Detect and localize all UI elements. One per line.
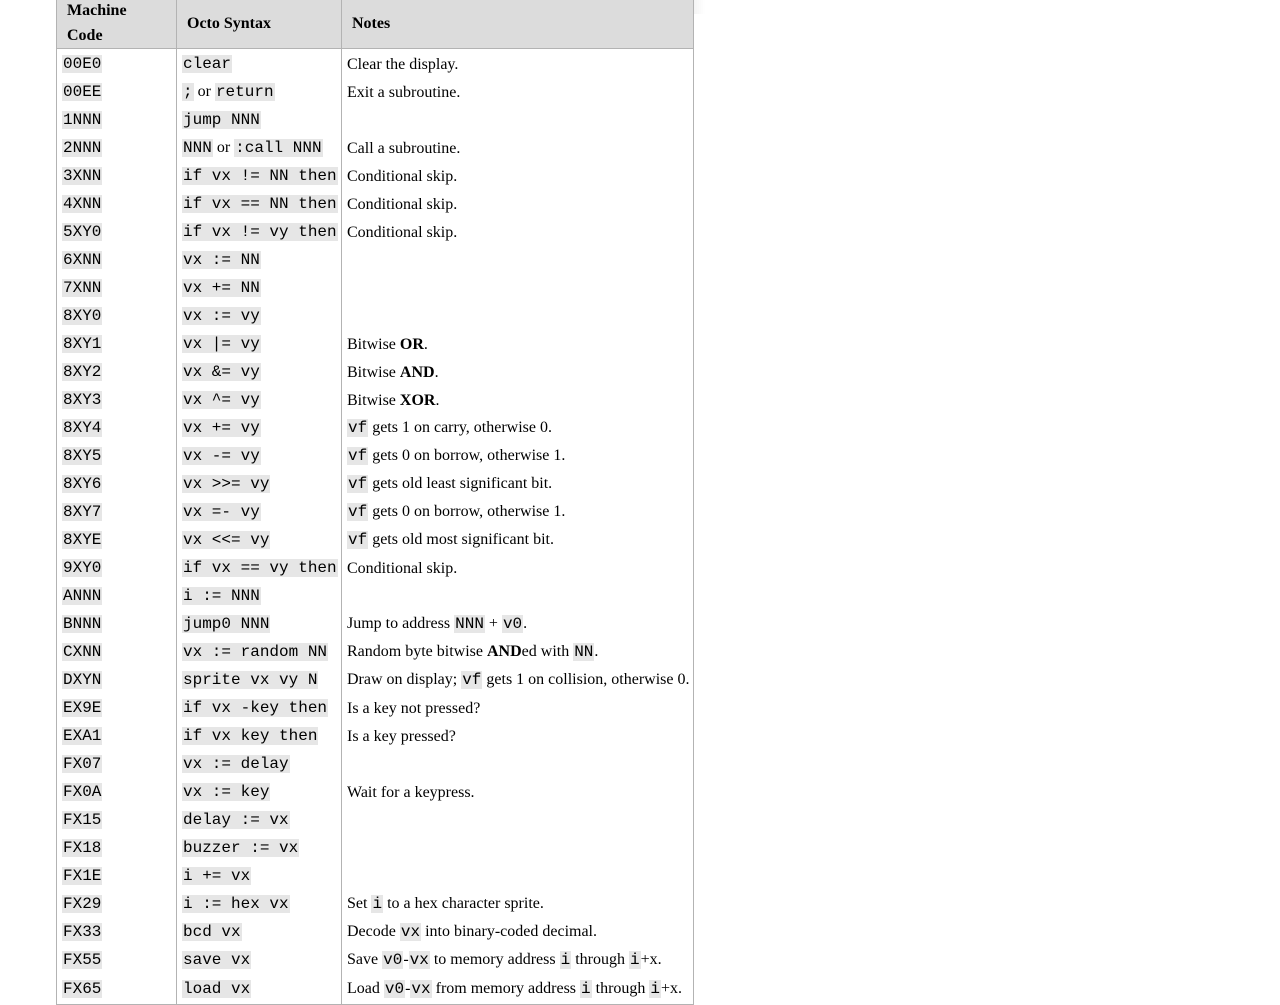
note-text: from memory address	[431, 980, 581, 997]
table-row	[57, 274, 694, 302]
machine-code: FX65	[63, 980, 102, 998]
table-row	[57, 386, 694, 414]
note-code-token: v0	[502, 615, 523, 633]
octo-syntax-cell	[177, 666, 342, 694]
machine-code-cell	[57, 946, 177, 974]
octo-syntax-cell	[177, 722, 342, 750]
note-code-token: vx	[409, 951, 429, 969]
notes-cell	[342, 890, 694, 918]
note-text: gets old most significant bit.	[368, 531, 554, 548]
octo-syntax-cell	[177, 554, 342, 582]
octo-syntax-cell	[177, 582, 342, 610]
machine-code-cell	[57, 918, 177, 946]
note-text: +x.	[640, 951, 662, 968]
table-row	[57, 526, 694, 554]
machine-code: 2NNN	[63, 139, 102, 157]
syntax-code-token: buzzer := vx	[183, 839, 299, 857]
machine-code-cell	[57, 302, 177, 330]
octo-syntax-cell	[177, 918, 342, 946]
note-text: through	[591, 980, 650, 997]
syntax-code-token: load vx	[183, 980, 251, 998]
machine-code: DXYN	[63, 671, 102, 689]
octo-syntax-cell	[177, 106, 342, 134]
notes-cell	[342, 134, 694, 162]
table-row	[57, 862, 694, 890]
octo-syntax-cell	[177, 358, 342, 386]
octo-syntax-cell	[177, 470, 342, 498]
machine-code: 7XNN	[63, 279, 102, 297]
note-text: .	[523, 615, 528, 632]
machine-code: 4XNN	[63, 195, 102, 213]
notes-cell	[342, 554, 694, 582]
note-text: Bitwise	[347, 335, 400, 353]
column-header-octo-syntax: Octo Syntax	[177, 0, 342, 49]
note-text: Decode	[347, 923, 400, 940]
table-row	[57, 414, 694, 442]
machine-code: 5XY0	[63, 223, 102, 241]
note-code-token: vf	[462, 671, 482, 689]
syntax-code-token: return	[215, 83, 274, 101]
notes-cell	[342, 638, 694, 666]
octo-syntax-cell	[177, 302, 342, 330]
octo-syntax-cell	[177, 778, 342, 806]
notes-cell	[342, 162, 694, 190]
syntax-code-token: vx := key	[183, 783, 270, 801]
note-code-token: vf	[348, 419, 368, 437]
octo-syntax-cell	[177, 862, 342, 890]
column-header-machine-code: Machine Code	[57, 0, 177, 49]
machine-code-cell	[57, 526, 177, 554]
machine-code-cell	[57, 750, 177, 778]
note-text: ed with	[521, 643, 574, 660]
syntax-code-token: NNN	[183, 139, 212, 157]
note-code-token: vx	[400, 923, 421, 941]
note-text: Clear the display.	[347, 55, 459, 73]
machine-code-cell	[57, 862, 177, 890]
machine-code: FX15	[63, 811, 102, 829]
machine-code-cell	[57, 414, 177, 442]
notes-cell	[342, 750, 694, 778]
note-text: gets 1 on carry, otherwise 0.	[368, 419, 552, 436]
octo-syntax-cell	[177, 610, 342, 638]
syntax-code-token: if vx == NN then	[183, 195, 337, 213]
machine-code-cell	[57, 694, 177, 722]
machine-code-cell	[57, 49, 177, 79]
syntax-code-token: vx -= vy	[183, 447, 260, 465]
note-text: Conditional skip.	[347, 167, 458, 185]
machine-code-cell	[57, 106, 177, 134]
machine-code-cell	[57, 246, 177, 274]
machine-code: CXNN	[63, 643, 102, 661]
syntax-code-token: vx &= vy	[183, 363, 260, 381]
machine-code-cell	[57, 666, 177, 694]
octo-syntax-cell	[177, 330, 342, 358]
note-text: to a hex character sprite.	[383, 895, 544, 912]
note-text: -	[403, 951, 409, 968]
machine-code-cell	[57, 330, 177, 358]
machine-code: FX55	[63, 951, 102, 969]
syntax-code-token: vx := vy	[183, 307, 260, 325]
syntax-code-token: ;	[183, 83, 193, 101]
machine-code-cell	[57, 386, 177, 414]
note-text: .	[423, 335, 428, 353]
note-text: Bitwise	[347, 363, 400, 381]
octo-syntax-cell	[177, 246, 342, 274]
syntax-code-token: vx := delay	[183, 755, 289, 773]
table-row	[57, 638, 694, 666]
notes-cell	[342, 78, 694, 106]
syntax-code-token: :call NNN	[235, 139, 322, 157]
table-row	[57, 246, 694, 274]
note-text: .	[594, 643, 599, 660]
note-code-token: vf	[348, 475, 368, 493]
note-text: gets 1 on collision, otherwise 0.	[482, 671, 690, 688]
machine-code: 8XY7	[63, 503, 102, 521]
notes-cell	[342, 778, 694, 806]
syntax-code-token: bcd vx	[183, 923, 241, 941]
octo-syntax-cell	[177, 49, 342, 79]
note-code-token: i	[560, 951, 571, 969]
note-code-token: vf	[348, 531, 368, 549]
machine-code-cell	[57, 134, 177, 162]
machine-code-cell	[57, 610, 177, 638]
table-row	[57, 162, 694, 190]
syntax-code-token: vx += vy	[183, 419, 260, 437]
octo-syntax-cell	[177, 834, 342, 862]
note-code-token: i	[581, 980, 591, 998]
syntax-code-token: vx += NN	[183, 279, 260, 297]
machine-code-cell	[57, 190, 177, 218]
octo-syntax-cell	[177, 498, 342, 526]
table-header	[57, 0, 694, 49]
machine-code: ANNN	[63, 587, 102, 605]
note-code-token: NNN	[455, 615, 484, 633]
machine-code: FX1E	[63, 867, 102, 885]
table-row	[57, 582, 694, 610]
note-code-token: NN	[574, 643, 594, 661]
table-row	[57, 498, 694, 526]
table-row	[57, 218, 694, 246]
table-row	[57, 806, 694, 834]
table-row	[57, 834, 694, 862]
notes-cell	[342, 498, 694, 526]
syntax-code-token: i := hex vx	[183, 895, 289, 913]
table-row	[57, 694, 694, 722]
header-edge-shadow	[693, 0, 705, 14]
note-text: Exit a subroutine.	[347, 83, 461, 101]
octo-syntax-cell	[177, 750, 342, 778]
machine-code: 8XY3	[63, 391, 102, 409]
notes-cell	[342, 946, 694, 974]
machine-code-cell	[57, 470, 177, 498]
machine-code: FX18	[63, 839, 102, 857]
machine-code-cell	[57, 778, 177, 806]
table-row	[57, 918, 694, 946]
octo-syntax-cell	[177, 694, 342, 722]
syntax-code-token: delay := vx	[183, 811, 289, 829]
machine-code-cell	[57, 498, 177, 526]
machine-code: 8XY1	[63, 335, 102, 353]
machine-code: 8XY2	[63, 363, 102, 381]
machine-code-cell	[57, 358, 177, 386]
machine-code-cell	[57, 638, 177, 666]
machine-code: 8XY5	[63, 447, 102, 465]
syntax-code-token: i := NNN	[183, 587, 260, 605]
machine-code: EX9E	[63, 699, 102, 717]
table-row	[57, 890, 694, 918]
note-bold-text: AND	[399, 363, 435, 381]
notes-cell	[342, 330, 694, 358]
note-code-token: vf	[348, 447, 368, 465]
table-row	[57, 470, 694, 498]
table-row	[57, 554, 694, 582]
table-row	[57, 106, 694, 134]
octo-syntax-cell	[177, 890, 342, 918]
note-text: gets 0 on borrow, otherwise 1.	[368, 447, 566, 464]
note-text: Load	[347, 980, 384, 997]
note-text: Is a key not pressed?	[347, 699, 481, 717]
machine-code-cell	[57, 834, 177, 862]
table-row	[57, 78, 694, 106]
machine-code: 00E0	[63, 55, 102, 73]
note-text: +	[484, 615, 502, 632]
machine-code: FX0A	[63, 783, 102, 801]
notes-cell	[342, 806, 694, 834]
table-row	[57, 442, 694, 470]
note-code-token: v0	[384, 980, 405, 998]
syntax-code-token: vx <<= vy	[183, 531, 270, 549]
note-text: .	[435, 391, 440, 409]
octo-syntax-cell	[177, 162, 342, 190]
note-bold-text: AND	[486, 643, 522, 660]
syntax-code-token: if vx -key then	[183, 699, 328, 717]
table-row	[57, 666, 694, 694]
note-text: Draw on display;	[347, 671, 462, 688]
machine-code: FX33	[63, 923, 102, 941]
octo-syntax-cell	[177, 78, 342, 106]
notes-cell	[342, 218, 694, 246]
machine-code-cell	[57, 218, 177, 246]
notes-cell	[342, 722, 694, 750]
octo-syntax-cell	[177, 806, 342, 834]
octo-syntax-cell	[177, 442, 342, 470]
machine-code: BNNN	[63, 615, 102, 633]
note-text: .	[434, 363, 439, 381]
note-bold-text: XOR	[399, 391, 436, 409]
machine-code: 00EE	[63, 83, 102, 101]
note-text: Save	[347, 951, 383, 968]
syntax-code-token: if vx key then	[183, 727, 318, 745]
machine-code-cell	[57, 78, 177, 106]
notes-cell	[342, 246, 694, 274]
notes-cell	[342, 582, 694, 610]
note-text: Is a key pressed?	[347, 727, 456, 745]
notes-cell	[342, 862, 694, 890]
notes-cell	[342, 834, 694, 862]
machine-code-cell	[57, 162, 177, 190]
machine-code-cell	[57, 890, 177, 918]
syntax-code-token: vx := NN	[183, 251, 260, 269]
syntax-code-token: if vx != NN then	[183, 167, 337, 185]
syntax-code-token: save vx	[183, 951, 251, 969]
syntax-text: or	[193, 83, 215, 100]
table-row	[57, 358, 694, 386]
syntax-text: or	[212, 139, 235, 156]
notes-cell	[342, 610, 694, 638]
octo-syntax-cell	[177, 274, 342, 302]
machine-code: FX07	[63, 755, 102, 773]
table-row	[57, 330, 694, 358]
table-body	[57, 49, 694, 1005]
table-row	[57, 190, 694, 218]
table-row	[57, 946, 694, 974]
machine-code: 3XNN	[63, 167, 102, 185]
table-row	[57, 134, 694, 162]
octo-syntax-cell	[177, 218, 342, 246]
notes-cell	[342, 49, 694, 79]
syntax-code-token: vx |= vy	[183, 335, 260, 353]
notes-cell	[342, 190, 694, 218]
syntax-code-token: if vx == vy then	[183, 559, 337, 577]
note-text: Conditional skip.	[347, 223, 458, 241]
notes-cell	[342, 442, 694, 470]
instruction-reference-table	[56, 0, 694, 1005]
note-text: Conditional skip.	[347, 559, 458, 577]
notes-cell	[342, 694, 694, 722]
octo-syntax-cell	[177, 134, 342, 162]
machine-code-cell	[57, 442, 177, 470]
note-text: gets 0 on borrow, otherwise 1.	[368, 503, 566, 520]
syntax-code-token: vx >>= vy	[183, 475, 270, 493]
table-row	[57, 49, 694, 79]
column-header-notes: Notes	[342, 0, 694, 49]
machine-code: EXA1	[63, 727, 102, 745]
table-row	[57, 722, 694, 750]
notes-cell	[342, 470, 694, 498]
octo-syntax-cell	[177, 414, 342, 442]
syntax-code-token: i += vx	[183, 867, 251, 885]
header-row	[57, 0, 694, 49]
machine-code: 8XY4	[63, 419, 102, 437]
machine-code-cell	[57, 582, 177, 610]
note-text: +x.	[661, 980, 683, 997]
syntax-code-token: clear	[183, 55, 232, 73]
notes-cell	[342, 414, 694, 442]
machine-code: 6XNN	[63, 251, 102, 269]
note-code-token: vx	[411, 980, 431, 998]
syntax-code-token: vx ^= vy	[183, 391, 260, 409]
machine-code-cell	[57, 722, 177, 750]
machine-code: 8XY6	[63, 475, 102, 493]
note-text: gets old least significant bit.	[368, 475, 553, 492]
table-row	[57, 610, 694, 638]
note-text: into binary-coded decimal.	[421, 923, 597, 940]
notes-cell	[342, 106, 694, 134]
machine-code: FX29	[63, 895, 102, 913]
syntax-code-token: vx =- vy	[183, 503, 260, 521]
note-text: Conditional skip.	[347, 195, 458, 213]
machine-code: 1NNN	[63, 111, 102, 129]
note-text: -	[405, 980, 411, 997]
octo-syntax-cell	[177, 526, 342, 554]
note-code-token: i	[372, 895, 383, 913]
machine-code: 8XY0	[63, 307, 102, 325]
note-bold-text: OR	[399, 335, 424, 353]
machine-code: 9XY0	[63, 559, 102, 577]
octo-syntax-cell	[177, 190, 342, 218]
notes-cell	[342, 918, 694, 946]
note-text: Jump to address	[347, 615, 455, 632]
table-row	[57, 750, 694, 778]
note-text: through	[571, 951, 629, 968]
note-code-token: i	[629, 951, 640, 969]
notes-cell	[342, 302, 694, 330]
notes-cell	[342, 274, 694, 302]
note-text: Random byte bitwise	[347, 643, 487, 660]
table-row	[57, 302, 694, 330]
notes-cell	[342, 666, 694, 694]
syntax-code-token: sprite vx vy N	[183, 671, 318, 689]
machine-code-cell	[57, 274, 177, 302]
note-text: Bitwise	[347, 391, 400, 409]
notes-cell	[342, 358, 694, 386]
note-text: to memory address	[429, 951, 560, 968]
note-code-token: v0	[383, 951, 403, 969]
syntax-code-token: if vx != vy then	[183, 223, 337, 241]
octo-syntax-cell	[177, 946, 342, 974]
notes-cell	[342, 386, 694, 414]
note-text: Call a subroutine.	[347, 139, 461, 157]
syntax-code-token: jump NNN	[183, 111, 260, 129]
machine-code: 8XYE	[63, 531, 102, 549]
octo-syntax-cell	[177, 386, 342, 414]
syntax-code-token: vx := random NN	[183, 643, 328, 661]
machine-code-cell	[57, 806, 177, 834]
note-code-token: i	[650, 980, 661, 998]
machine-code-cell	[57, 554, 177, 582]
note-text: Wait for a keypress.	[347, 783, 475, 801]
note-text: Set	[347, 895, 372, 912]
octo-syntax-cell	[177, 638, 342, 666]
note-code-token: vf	[348, 503, 368, 521]
syntax-code-token: jump0 NNN	[183, 615, 270, 633]
notes-cell	[342, 526, 694, 554]
table-row	[57, 778, 694, 806]
